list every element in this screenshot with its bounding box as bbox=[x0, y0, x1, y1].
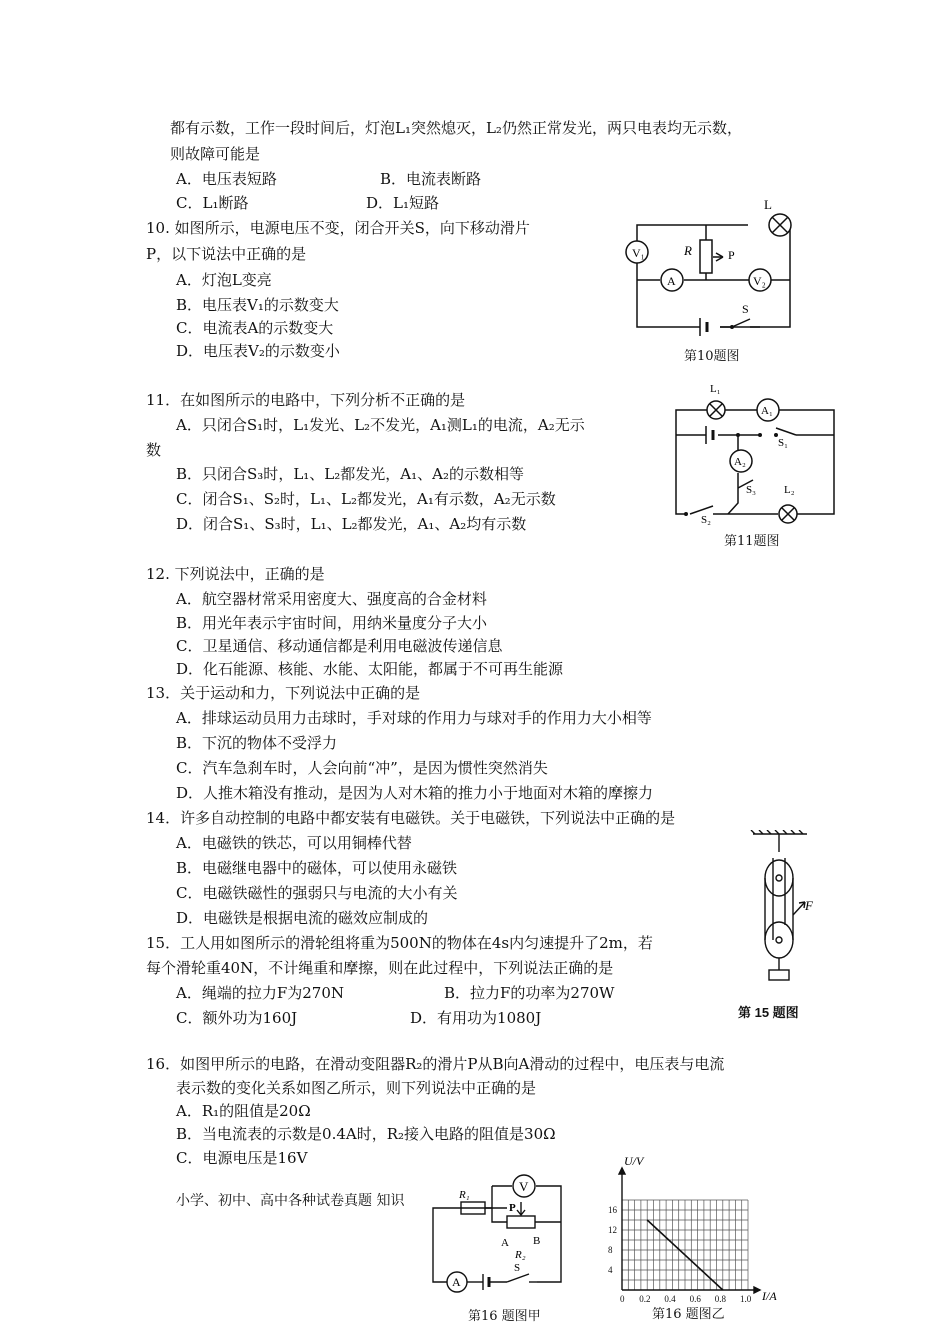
q16-b-point-label: B bbox=[533, 1235, 541, 1247]
q16-circuit-jia bbox=[425, 1170, 575, 1300]
q13-option-c: C．汽车急刹车时，人会向前“冲”，是因为惯性突然消失 bbox=[176, 759, 548, 777]
q10-v2-label: V₂ bbox=[753, 274, 766, 288]
q15-option-b: B．拉力F的功率为270W bbox=[444, 984, 615, 1002]
q16-caption-jia: 第16 题图甲 bbox=[468, 1309, 541, 1324]
x-tick-label: 1.0 bbox=[740, 1294, 752, 1304]
q10-stem2: P，以下说法中正确的是 bbox=[146, 245, 307, 263]
x-tick-label: 0.6 bbox=[689, 1294, 701, 1304]
q15-option-d: D．有用功为1080J bbox=[410, 1009, 542, 1027]
q16-v-label: V bbox=[519, 1179, 529, 1194]
q11-s3-label: S₃ bbox=[746, 484, 756, 496]
q10-stem1: 10. 如图所示，电源电压不变，闭合开关S，向下移动滑片 bbox=[146, 219, 530, 237]
y-tick-label: 4 bbox=[608, 1265, 613, 1275]
x-tick-label: 0.4 bbox=[664, 1294, 676, 1304]
q14-option-c: C．电磁铁磁性的强弱只与电流的大小有关 bbox=[176, 884, 458, 902]
x-tick-label: 0.8 bbox=[714, 1294, 727, 1304]
q12-option-b: B．用光年表示宇宙时间，用纳米量度分子大小 bbox=[176, 614, 488, 632]
chart-x-label: I/A bbox=[762, 1289, 777, 1303]
q16-r2-label: R₂ bbox=[515, 1249, 526, 1261]
q16-ammeter-label: A bbox=[452, 1275, 461, 1289]
q13-option-a: A．排球运动员用力击球时，手对球的作用力与球对手的作用力大小相等 bbox=[176, 709, 652, 727]
q16-option-a: A．R₁的阻值是20Ω bbox=[176, 1102, 311, 1120]
q16-s-label: S bbox=[514, 1262, 521, 1274]
q9-option-b: B．电流表断路 bbox=[380, 170, 482, 188]
q16-stem2: 表示数的变化关系如图乙所示，则下列说法中正确的是 bbox=[176, 1079, 537, 1097]
chart-y-label: U/V bbox=[624, 1154, 644, 1168]
q11-caption: 第11题图 bbox=[724, 534, 780, 549]
q16-option-b: B．当电流表的示数是0.4A时，R₂接入电路的阻值是30Ω bbox=[176, 1125, 556, 1143]
y-tick-label: 12 bbox=[608, 1225, 617, 1235]
q13-stem: 13．关于运动和力，下列说法中正确的是 bbox=[146, 684, 421, 702]
q16-stem1: 16．如图甲所示的电路，在滑动变阻器R₂的滑片P从B向A滑动的过程中，电压表与电流 bbox=[146, 1055, 725, 1073]
q15-stem1: 15．工人用如图所示的滑轮组将重为500N的物体在4s内匀速提升了2m，若 bbox=[146, 934, 653, 952]
q15-option-c: C．额外功为160J bbox=[176, 1009, 298, 1027]
q11-s2-label: S₂ bbox=[701, 514, 711, 526]
q11-l1-label: L₁ bbox=[710, 383, 721, 395]
q12-option-c: C．卫星通信、移动通信都是利用电磁波传递信息 bbox=[176, 637, 503, 655]
q9-option-a: A．电压表短路 bbox=[176, 170, 277, 188]
q10-option-c: C．电流表A的示数变大 bbox=[176, 319, 334, 337]
q11-option-c: C．闭合S₁、S₂时，L₁、L₂都发光，A₁有示数，A₂无示数 bbox=[176, 490, 556, 508]
q15-option-a: A．绳端的拉力F为270N bbox=[176, 984, 344, 1002]
q12-option-d: D．化石能源、核能、水能、太阳能，都属于不可再生能源 bbox=[176, 660, 564, 678]
q15-stem2: 每个滑轮重40N，不计绳重和摩擦，则在此过程中，下列说法正确的是 bbox=[146, 959, 614, 977]
q10-a-label: A bbox=[667, 274, 676, 288]
x-axis-arrow bbox=[754, 1287, 760, 1293]
q10-option-a: A．灯泡L变亮 bbox=[176, 271, 272, 289]
q16-a-point-label: A bbox=[501, 1237, 509, 1249]
x-tick-label: 0 bbox=[620, 1294, 625, 1304]
q11-circuit-diagram bbox=[668, 378, 848, 528]
q11-option-b: B．只闭合S₃时，L₁、L₂都发光，A₁、A₂的示数相等 bbox=[176, 465, 524, 483]
q14-option-b: B．电磁继电器中的磁体，可以使用永磁铁 bbox=[176, 859, 458, 877]
q10-s-label: S bbox=[742, 302, 749, 316]
q16-chart-yi bbox=[600, 1150, 790, 1310]
q16-note: 小学、初中、高中各种试卷真题 知识 bbox=[176, 1193, 405, 1209]
q10-l-label: L bbox=[764, 197, 772, 212]
q9-line1: 都有示数，工作一段时间后，灯泡L₁突然熄灭，L₂仍然正常发光，两只电表均无示数， bbox=[170, 119, 742, 137]
q10-r-label: R bbox=[684, 243, 692, 258]
q13-option-b: B．下沉的物体不受浮力 bbox=[176, 734, 338, 752]
q12-stem: 12. 下列说法中，正确的是 bbox=[146, 565, 325, 583]
q10-option-d: D．电压表V₂的示数变小 bbox=[176, 342, 340, 360]
y-tick-label: 8 bbox=[608, 1245, 613, 1255]
q9-line2: 则故障可能是 bbox=[170, 145, 261, 163]
q13-option-d: D．人推木箱没有推动，是因为人对木箱的推力小于地面对木箱的摩擦力 bbox=[176, 784, 654, 802]
q10-v1-label: V₁ bbox=[632, 246, 645, 260]
q11-option-a-cont: 数 bbox=[146, 441, 162, 459]
q15-pulley-diagram bbox=[745, 830, 825, 1000]
q16-r1-label: R₁ bbox=[459, 1189, 470, 1201]
q11-s1-label: S₁ bbox=[778, 437, 788, 449]
q11-a1-label: A₁ bbox=[761, 405, 773, 417]
q10-caption: 第10题图 bbox=[684, 349, 740, 364]
q16-option-c: C．电源电压是16V bbox=[176, 1149, 308, 1167]
q16-p-label: P bbox=[509, 1202, 516, 1214]
q10-circuit-diagram bbox=[620, 195, 805, 350]
q12-option-a: A．航空器材常采用密度大、强度高的合金材料 bbox=[176, 590, 487, 608]
q11-l2-label: L₂ bbox=[784, 484, 795, 496]
q11-option-d: D．闭合S₁、S₃时，L₁、L₂都发光，A₁、A₂均有示数 bbox=[176, 515, 527, 533]
q11-a2-label: A₂ bbox=[734, 456, 746, 468]
q15-f-label: F bbox=[805, 898, 813, 913]
q10-p-label: P bbox=[728, 248, 735, 262]
q9-option-d: D．L₁短路 bbox=[366, 194, 440, 212]
y-tick-label: 16 bbox=[608, 1205, 617, 1215]
q15-caption: 第 15 题图 bbox=[738, 1005, 799, 1020]
q11-stem: 11．在如图所示的电路中，下列分析不正确的是 bbox=[146, 391, 466, 409]
q14-stem: 14．许多自动控制的电路中都安装有电磁铁。关于电磁铁，下列说法中正确的是 bbox=[146, 809, 676, 827]
q10-option-b: B．电压表V₁的示数变大 bbox=[176, 296, 339, 314]
q14-option-d: D．电磁铁是根据电流的磁效应制成的 bbox=[176, 909, 429, 927]
x-tick-label: 0.2 bbox=[639, 1294, 651, 1304]
q11-option-a: A．只闭合S₁时，L₁发光、L₂不发光，A₁测L₁的电流，A₂无示 bbox=[176, 416, 585, 434]
y-axis-arrow bbox=[619, 1168, 625, 1174]
q16-caption-yi: 第16 题图乙 bbox=[652, 1307, 725, 1322]
q9-option-c: C．L₁断路 bbox=[176, 194, 249, 212]
q14-option-a: A．电磁铁的铁芯，可以用铜棒代替 bbox=[176, 834, 412, 852]
